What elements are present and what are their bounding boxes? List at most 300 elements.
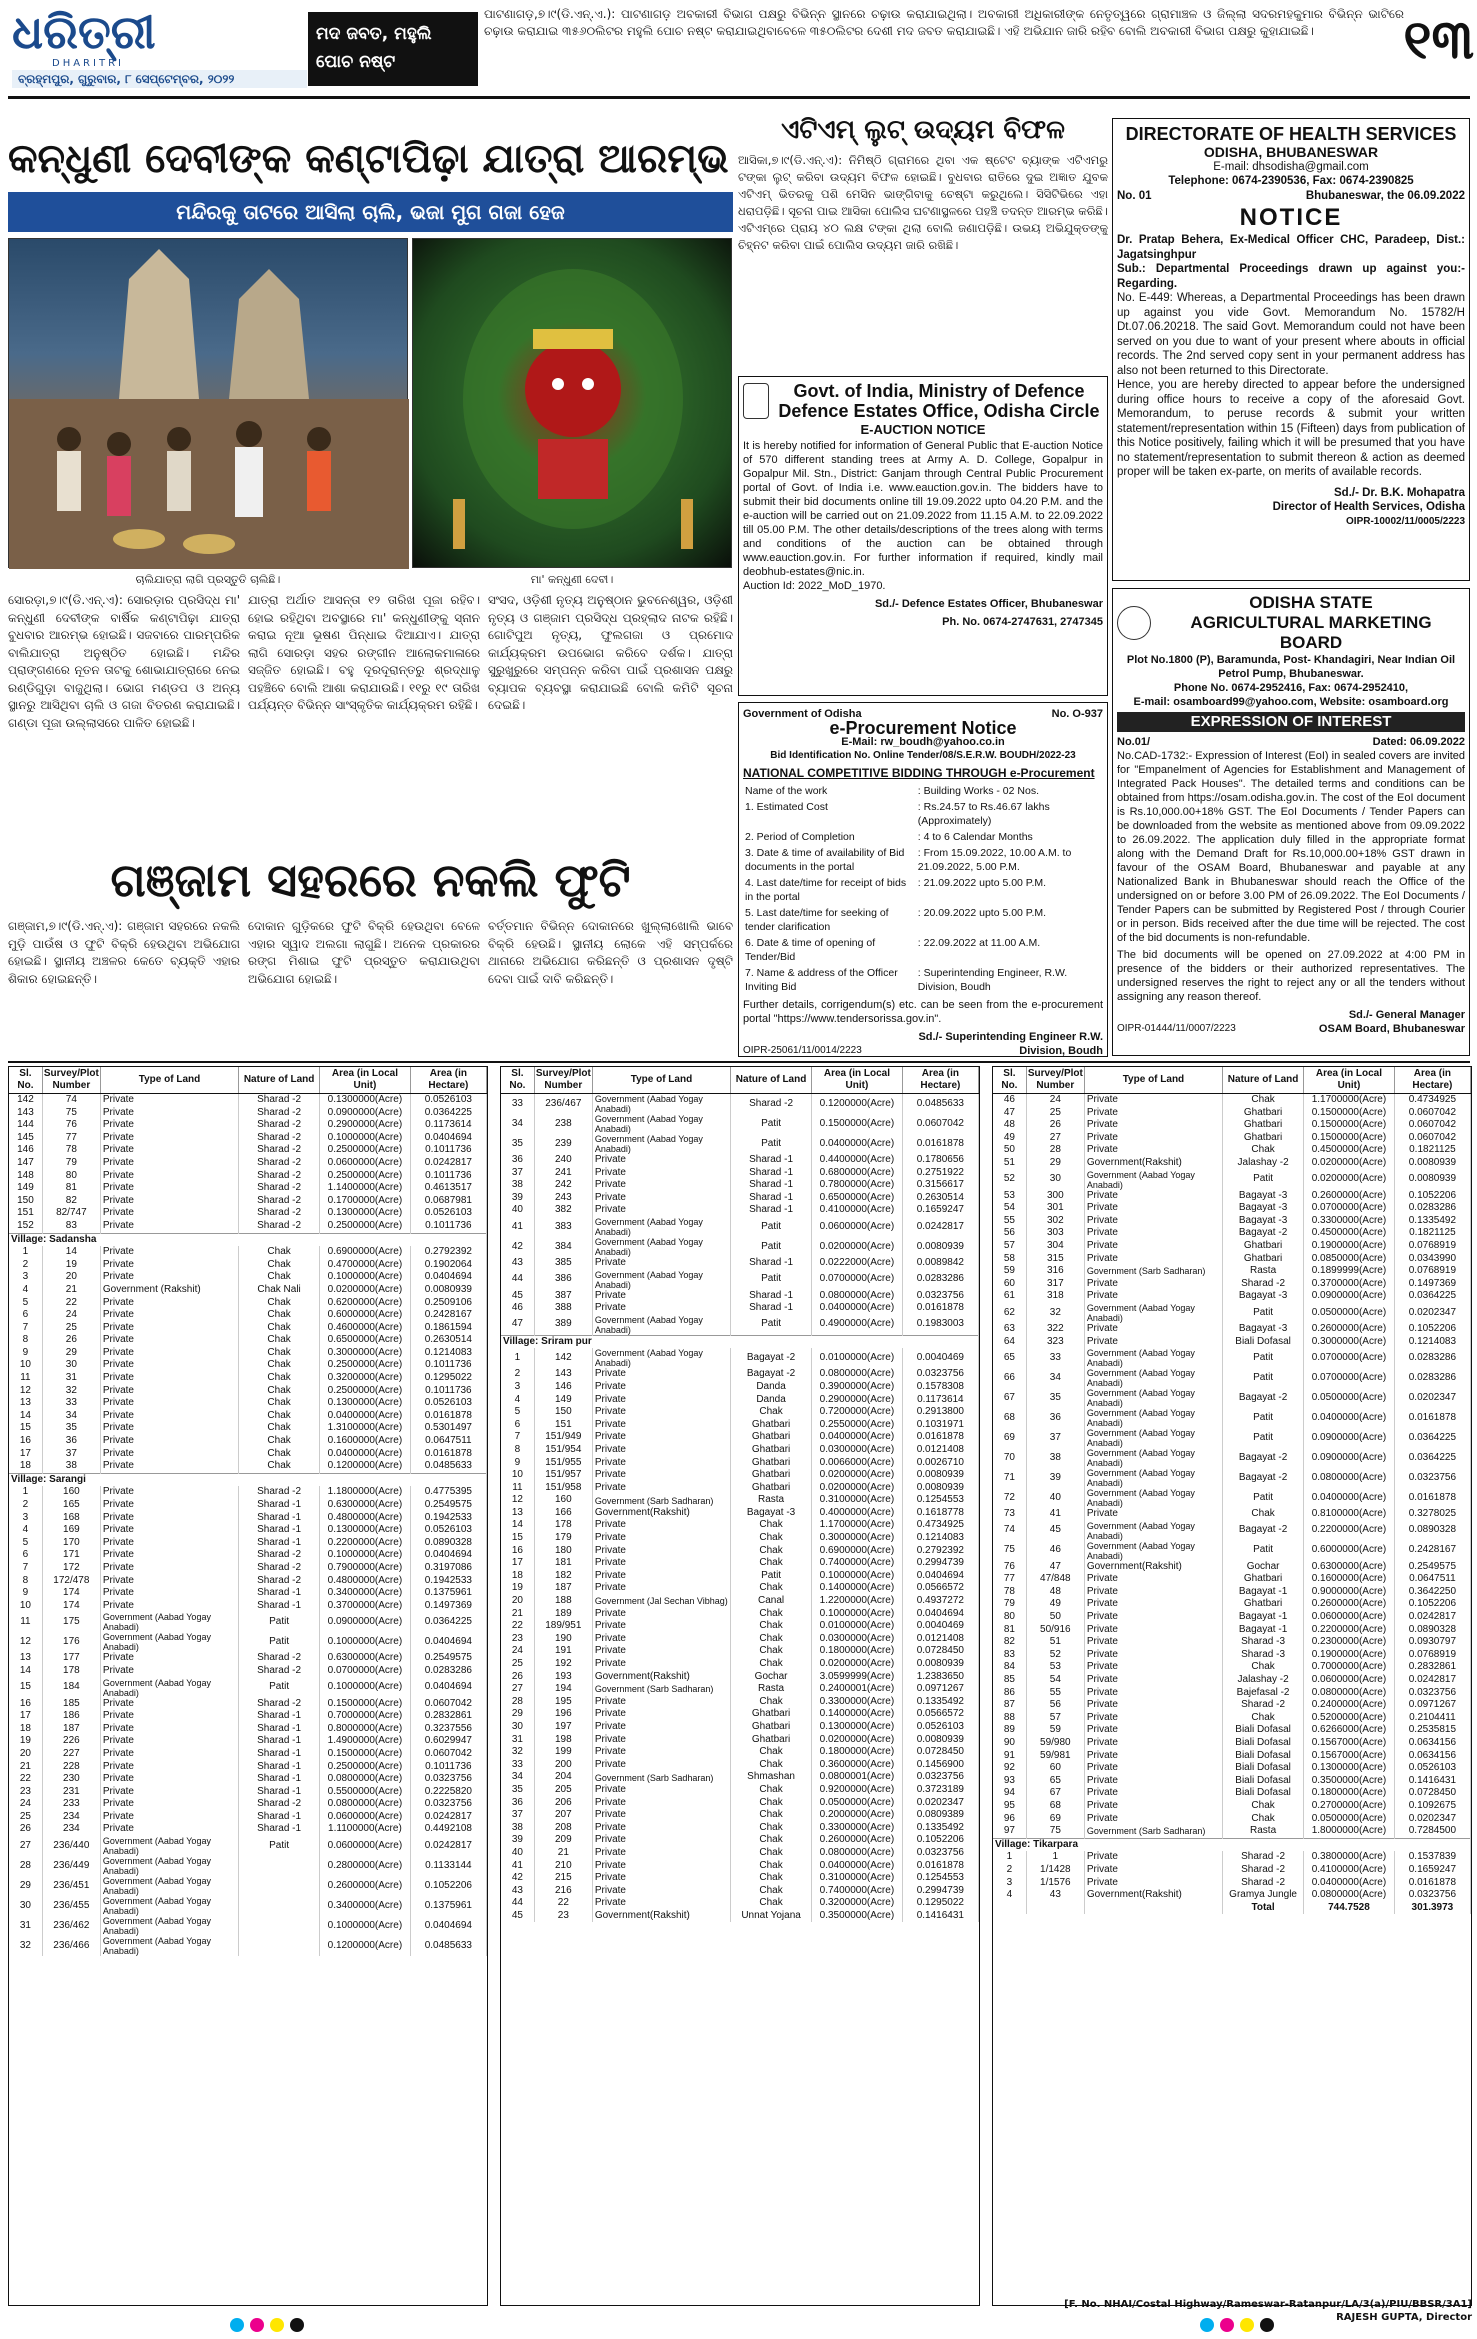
table-cell: Private — [1084, 1687, 1222, 1700]
table-row — [501, 1847, 979, 1860]
table-cell: Sharad -1 — [731, 1290, 812, 1303]
table-cell: 21 — [501, 1608, 534, 1621]
table-cell: Private — [1084, 1624, 1222, 1637]
table-cell: 0.0687981 — [410, 1195, 486, 1208]
table-row — [993, 1265, 1471, 1278]
table-cell: Ghatbari — [1223, 1119, 1304, 1132]
table-row — [9, 1207, 487, 1220]
table-cell: Private — [100, 1761, 238, 1774]
table-cell: 27 — [501, 1683, 534, 1696]
header-rule — [8, 96, 1470, 99]
health-recipient: Dr. Pratap Behera, Ex-Medical Officer CHC, Paradeep, Dist.: Jagatsinghpur — [1117, 234, 1465, 261]
eproc-oipr: OIPR-25061/11/0014/2223 — [743, 1045, 862, 1056]
table-cell: Patit — [1223, 1368, 1304, 1388]
table-cell: 0.0800000(Acre) — [1304, 1468, 1395, 1488]
table-cell: Private — [100, 1132, 238, 1145]
table-row — [9, 1823, 487, 1836]
table-cell: 37 — [501, 1167, 534, 1180]
table-row — [993, 1762, 1471, 1775]
deity-photo — [412, 238, 732, 568]
table-cell: 187 — [42, 1723, 100, 1736]
table-cell: Private — [1084, 1190, 1222, 1203]
table-cell: 0.0323756 — [902, 1771, 978, 1784]
table-row — [993, 1687, 1471, 1700]
table-cell: Chak — [731, 1784, 812, 1797]
table-cell: 322 — [1026, 1323, 1084, 1336]
osam-email: E-mail: osamboard99@yahoo.com, Website: osamboard.org — [1133, 696, 1449, 708]
pullquote-headline: ମଦ ଜବତ, ମହୁଲି ପୋଚ ନଷ୍ଟ — [308, 12, 478, 86]
table-cell: 0.0242817 — [902, 1217, 978, 1237]
table-row — [993, 1737, 1471, 1750]
table-cell: Chak — [239, 1359, 320, 1372]
table-cell: 69 — [993, 1428, 1026, 1448]
table-cell: 236/462 — [42, 1916, 100, 1936]
table-cell: 226 — [42, 1735, 100, 1748]
table-cell: Private — [100, 1652, 238, 1665]
health-services-notice — [1112, 118, 1470, 581]
table-cell: 0.0080939 — [902, 1658, 978, 1671]
table-row — [9, 1786, 487, 1799]
table-cell: Private — [592, 1696, 730, 1709]
table-cell: Sharad -3 — [1223, 1636, 1304, 1649]
table-cell: Private — [100, 1144, 238, 1157]
table-cell: Jalashay -2 — [1223, 1674, 1304, 1687]
table-cell: 78 — [42, 1144, 100, 1157]
table-cell: 0.0404694 — [410, 1916, 486, 1936]
table-cell: Private — [100, 1195, 238, 1208]
table-cell: Chak — [731, 1822, 812, 1835]
table-cell: Chak — [731, 1897, 812, 1910]
table-cell: 91 — [993, 1750, 1026, 1763]
table-cell: Private — [592, 1822, 730, 1835]
table-row — [501, 1784, 979, 1797]
table-cell: 0.0700000(Acre) — [320, 1665, 411, 1678]
table-cell: Patit — [239, 1678, 320, 1698]
table-cell: 0.1335492 — [902, 1822, 978, 1835]
table-cell: Ghatbari — [1223, 1132, 1304, 1145]
table-cell: 0.0700000(Acre) — [1304, 1368, 1395, 1388]
table-row — [501, 1834, 979, 1847]
table-cell: Private — [592, 1797, 730, 1810]
table-cell: 72 — [993, 1488, 1026, 1508]
table-row — [9, 1246, 487, 1259]
table-cell: 227 — [42, 1748, 100, 1761]
table-cell: Bagayat -2 — [731, 1348, 812, 1368]
table-cell: 0.0161878 — [902, 1134, 978, 1154]
table-cell: 0.6800000(Acre) — [812, 1167, 903, 1180]
table-row — [9, 1107, 487, 1120]
table-cell: 73 — [993, 1508, 1026, 1521]
table-cell: 0.2600000(Acre) — [320, 1876, 411, 1896]
table-cell: 5 — [9, 1537, 42, 1550]
table-cell: Rasta — [731, 1494, 812, 1507]
table-cell: Government (Aabad Yogay Anabadi) — [1084, 1388, 1222, 1408]
table-cell: Chak — [239, 1460, 320, 1473]
table-cell: Chak — [731, 1658, 812, 1671]
table-cell: 28 — [1026, 1144, 1084, 1157]
table-cell: 0.0400000(Acre) — [1304, 1408, 1395, 1428]
table-cell: 142 — [534, 1348, 592, 1368]
table-row — [501, 1683, 979, 1696]
table-cell: 0.3723189 — [902, 1784, 978, 1797]
table-cell: 74 — [993, 1521, 1026, 1541]
table-row — [993, 1190, 1471, 1203]
table-cell: 315 — [1026, 1253, 1084, 1266]
top-story-text: ପାଟଣାଗଡ଼,୭।୯(ଡି.ଏନ୍.ଏ.): ପାଟଣାଗଡ଼ ଅବକାରୀ ବିଭାଗ ପକ୍ଷରୁ ବିଭିନ୍ନ ସ୍ଥାନରେ ଚଢ଼ାଉ କରାଯାଇଥିଲା। ଅବକାରୀ ଅଧିକାରୀଙ୍କ ନେତୃତ୍ୱରେ ଗ୍ରାମାଞ୍ଚଳ ଓ ଜିଲ୍ଲା ସଦରମହକୁମାର ବିଭିନ୍ନ ଭାଟିରେ ଚଢ଼ାଉ କରାଯାଇ ୩୫୬୦ଲିଟର ମହୁଲି ପୋଚ ନଷ୍ଟ କରାଯାଇଥିବାବେଳେ ୩୫୦ଲିଟର ଦେଶୀ ମଦ ଜବତ କରାଯାଇଛି। ଏହି ଅଭିଯାନ ଜାରି ରହିବ ବୋଲି ଅବକାରୀ ବିଭାଗ ପକ୍ଷରୁ କୁହାଯାଇଛି। — [484, 7, 1404, 38]
table-cell — [239, 1936, 320, 1956]
table-cell: 384 — [534, 1237, 592, 1257]
table-cell: Chak — [731, 1620, 812, 1633]
table-cell: 0.1011736 — [410, 1385, 486, 1398]
table-cell: 89 — [993, 1724, 1026, 1737]
table-row — [9, 1259, 487, 1272]
table-cell: 82 — [993, 1636, 1026, 1649]
ganjam-column-2: ଦୋକାନ ଗୁଡ଼ିକରେ ଫୁଟି ବିକ୍ରି ହେଉଥିବା ବେଳେ ଏହାର ସ୍ୱାଦ ଅଲଗା ଲାଗୁଛି। ଅନେକ ପ୍ରକାରର ରଙ୍ଗ ମିଶାଇ ଫୁଟି ପ୍ରସ୍ତୁତ କରାଯାଉଥିବା ଅଭିଯୋଗ ହୋଇଛି। — [248, 919, 480, 986]
table-row — [993, 1864, 1471, 1877]
table-cell: Chak — [731, 1746, 812, 1759]
table-cell: 0.1659247 — [1394, 1864, 1470, 1877]
eproc-row-label: Name of the work — [745, 785, 828, 797]
table-cell: Private — [592, 1620, 730, 1633]
table-cell: 0.0202347 — [1394, 1813, 1470, 1826]
table-cell: Sharad -1 — [239, 1600, 320, 1613]
table-cell: 25 — [9, 1811, 42, 1824]
table-row — [993, 1094, 1471, 1107]
eproc-row — [743, 799, 1103, 829]
table-row — [501, 1696, 979, 1709]
table-cell: 318 — [1026, 1290, 1084, 1303]
table-cell: 0.2500000(Acre) — [320, 1220, 411, 1233]
table-cell: Private — [1084, 1253, 1222, 1266]
table-cell: 33 — [501, 1759, 534, 1772]
table-cell: 0.7284500 — [1394, 1825, 1470, 1838]
table-cell: Chak — [239, 1435, 320, 1448]
table-cell: Private — [1084, 1611, 1222, 1624]
table-cell: 0.0200000(Acre) — [812, 1237, 903, 1257]
table-cell: 0.2428167 — [1394, 1541, 1470, 1561]
table-header-cell: Survey/Plot Number — [42, 1067, 100, 1094]
table-cell — [239, 1896, 320, 1916]
table-cell: Private — [100, 1665, 238, 1678]
table-cell: 0.1052206 — [902, 1834, 978, 1847]
table-cell: 0.7900000(Acre) — [320, 1562, 411, 1575]
table-cell: Private — [592, 1204, 730, 1217]
table-cell: 82 — [42, 1195, 100, 1208]
health-oipr: OIPR-10002/11/0005/2223 — [1346, 515, 1465, 527]
table-cell: Biali Dofasal — [1223, 1775, 1304, 1788]
table-cell: 0.1052206 — [1394, 1323, 1470, 1336]
table-cell: Ghatbari — [731, 1419, 812, 1432]
table-cell: 0.2600000(Acre) — [812, 1834, 903, 1847]
table-cell: 0.1861594 — [410, 1322, 486, 1335]
table-cell: 0.0890328 — [410, 1537, 486, 1550]
table-row — [501, 1507, 979, 1520]
table-row — [501, 1394, 979, 1407]
table-row — [501, 1114, 979, 1134]
table-cell: Chak — [239, 1246, 320, 1259]
table-cell: 0.1500000(Acre) — [812, 1114, 903, 1134]
land-table-col-3 — [992, 1066, 1472, 2306]
table-header-cell: Survey/Plot Number — [534, 1067, 592, 1094]
table-cell: Total — [1223, 1902, 1304, 1915]
table-cell: 5 — [501, 1406, 534, 1419]
table-cell: Ghatbari — [731, 1482, 812, 1495]
table-row — [993, 1624, 1471, 1637]
table-cell: 0.1800000(Acre) — [812, 1746, 903, 1759]
table-row — [993, 1724, 1471, 1737]
table-cell: 32 — [1026, 1303, 1084, 1323]
table-cell: 0.0200000(Acre) — [812, 1734, 903, 1747]
table-cell: Ghatbari — [731, 1457, 812, 1470]
table-cell: 0.2994739 — [902, 1885, 978, 1898]
table-row — [9, 1856, 487, 1876]
table-row — [501, 1192, 979, 1205]
table-row — [993, 1107, 1471, 1120]
table-cell: 0.3300000(Acre) — [812, 1822, 903, 1835]
table-cell: 144 — [9, 1119, 42, 1132]
table-cell: Private — [1084, 1278, 1222, 1291]
table-cell: 0.1300000(Acre) — [1304, 1762, 1395, 1775]
table-cell: 0.2832861 — [410, 1710, 486, 1723]
table-cell: 0.0526103 — [410, 1207, 486, 1220]
table-cell: 33 — [501, 1094, 534, 1115]
table-cell: Government (Aabad Yogay Anabadi) — [100, 1632, 238, 1652]
table-cell: Private — [1084, 1724, 1222, 1737]
table-cell: 0.1500000(Acre) — [1304, 1119, 1395, 1132]
table-cell: 302 — [1026, 1215, 1084, 1228]
table-row — [993, 1877, 1471, 1890]
table-cell: 216 — [534, 1885, 592, 1898]
table-cell: 0.0080939 — [902, 1469, 978, 1482]
table-cell: 0.0800000(Acre) — [320, 1798, 411, 1811]
story-column-1: ସୋରଡ଼ା,୭।୯(ଡି.ଏନ୍.ଏ): ସୋରଡ଼ାର ପ୍ରସିଦ୍ଧ ମା' କନ୍ଧୁଣୀ ଦେବୀଙ୍କ ବାର୍ଷିକ କଣ୍ଟାପିଢ଼ା ଯାତ୍ରା ବୁଧବାର ଆରମ୍ଭ ହୋଇଛି। ସଜବାରେ ପାରମ୍ପରିକ ବାଲିଯାତ୍ରା ଅନୁଷ୍ଠିତ ହୋଇଛି। ମନ୍ଦିର ପ୍ରାଙ୍ଗଣରେ ନୂତନ ତାଟକୁ ଶୋଭାଯାତ୍ରାରେ ନେଇ ରଣ୍ଡିଗୁଡ଼ା ବାଜୁଥିଲା। ଭୋଗ ମଣ୍ଡପ ଓ ଅନ୍ୟ ସ୍ଥାନରୁ ଆସିଥିବା ଚାଲି ଓ ଗଜା ବିତରଣ କରାଯାଇଛି। ଗଣ୍ଡା ପୂଜା ଉଲ୍ଲାସରେ ପାଳିତ ହୋଇଛି। — [8, 593, 240, 730]
table-cell: 165 — [42, 1499, 100, 1512]
table-row — [501, 1381, 979, 1394]
table-cell: 94 — [993, 1787, 1026, 1800]
table-cell: 234 — [42, 1811, 100, 1824]
table-cell: Gramya Jungle — [1223, 1889, 1304, 1902]
table-row — [501, 1204, 979, 1217]
table-cell: 0.2500000(Acre) — [320, 1359, 411, 1372]
table-row — [9, 1132, 487, 1145]
table-cell: 31 — [9, 1916, 42, 1936]
table-row — [501, 1608, 979, 1621]
table-cell: 0.2800000(Acre) — [320, 1856, 411, 1876]
osam-eoi-bar: EXPRESSION OF INTEREST — [1117, 712, 1465, 732]
table-cell: Government (Aabad Yogay Anabadi) — [100, 1936, 238, 1956]
table-cell: Private — [592, 1257, 730, 1270]
table-cell: Sharad -2 — [1223, 1278, 1304, 1291]
table-cell: 189/951 — [534, 1620, 592, 1633]
table-row — [993, 1215, 1471, 1228]
table-cell: Bagayat -2 — [1223, 1521, 1304, 1541]
table-cell: 26 — [501, 1671, 534, 1684]
table-cell: 64 — [993, 1336, 1026, 1349]
table-cell: Private — [1084, 1240, 1222, 1253]
table-cell: 0.0890328 — [1394, 1521, 1470, 1541]
table-cell: 0.0200000(Acre) — [812, 1658, 903, 1671]
table-cell: 0.0323756 — [410, 1773, 486, 1786]
table-cell: Private — [100, 1359, 238, 1372]
table-cell: 0.1537839 — [1394, 1851, 1470, 1864]
table-cell: Private — [1084, 1762, 1222, 1775]
table-cell: 40 — [501, 1847, 534, 1860]
table-cell: 0.0200000(Acre) — [320, 1284, 411, 1297]
table-row — [993, 1119, 1471, 1132]
table-cell: 145 — [9, 1132, 42, 1145]
table-cell: 182 — [534, 1570, 592, 1583]
table-cell: Private — [592, 1658, 730, 1671]
table-cell: Patit — [1223, 1348, 1304, 1368]
table-row — [501, 1557, 979, 1570]
eproc-signature: Sd./- Superintending Engineer R.W. Division, Boudh — [918, 1031, 1103, 1057]
table-cell: 0.0850000(Acre) — [1304, 1253, 1395, 1266]
table-row — [9, 1723, 487, 1736]
eproc-row-value: : 20.09.2022 upto 5.00 P.M. — [917, 907, 1047, 919]
table-row — [993, 1813, 1471, 1826]
table-row — [993, 1649, 1471, 1662]
osam-body-2: The bid documents will be opened on 27.09.2022 at 4:00 PM in presence of the bidders or their authorized representatives. The undersigned reserves the right to reject any or all the tenders without assigning any reason thereof. — [1117, 949, 1465, 1003]
table-cell: 0.0364225 — [1394, 1290, 1470, 1303]
table-row — [9, 1397, 487, 1410]
eproc-row-label: 7. Name & address of the Officer Inviting Bid — [745, 967, 898, 993]
table-cell: Private — [592, 1394, 730, 1407]
table-cell: 57 — [1026, 1712, 1084, 1725]
eproc-ref: No. O-937 — [1051, 708, 1103, 720]
table-cell: 1.1100000(Acre) — [320, 1823, 411, 1836]
table-cell: 0.0700000(Acre) — [1304, 1348, 1395, 1368]
table-row — [501, 1860, 979, 1873]
table-cell: 77 — [993, 1573, 1026, 1586]
table-header-cell: Type of Land — [592, 1067, 730, 1094]
table-cell: 0.4937272 — [902, 1595, 978, 1608]
table-cell: 0.1983003 — [902, 1315, 978, 1336]
table-row — [993, 1144, 1471, 1157]
table-cell: 41 — [501, 1217, 534, 1237]
table-cell: Sharad -2 — [239, 1195, 320, 1208]
table-cell: 93 — [993, 1775, 1026, 1788]
table-cell: Private — [1084, 1800, 1222, 1813]
table-cell: 18 — [501, 1570, 534, 1583]
table-cell: 0.0161878 — [902, 1302, 978, 1315]
table-cell: Patit — [1223, 1541, 1304, 1561]
table-row — [9, 1157, 487, 1170]
table-row — [501, 1431, 979, 1444]
table-cell: Private — [1084, 1586, 1222, 1599]
table-cell: 46 — [993, 1094, 1026, 1107]
table-cell: Sharad -1 — [731, 1257, 812, 1270]
table-cell: 0.0283286 — [1394, 1368, 1470, 1388]
table-cell: 25 — [42, 1322, 100, 1335]
table-cell: 69 — [1026, 1813, 1084, 1826]
table-cell: Chak — [731, 1834, 812, 1847]
table-cell: 1.1800000(Acre) — [320, 1486, 411, 1499]
table-cell: 68 — [993, 1408, 1026, 1428]
table-cell: 0.0728450 — [902, 1746, 978, 1759]
table-cell: 26 — [9, 1823, 42, 1836]
table-cell: 0.2509106 — [410, 1297, 486, 1310]
table-cell: Chak — [731, 1557, 812, 1570]
table-cell: Sharad -1 — [731, 1167, 812, 1180]
table-cell: 21 — [42, 1284, 100, 1297]
table-cell: 0.3156617 — [902, 1179, 978, 1192]
table-cell: Private — [100, 1422, 238, 1435]
table-cell: Private — [592, 1708, 730, 1721]
village-heading-row — [9, 1473, 487, 1486]
table-cell: 62 — [993, 1303, 1026, 1323]
logo-text: ଧରିତ୍ରୀ — [12, 5, 156, 59]
table-row — [993, 1488, 1471, 1508]
table-cell: 0.0161878 — [902, 1431, 978, 1444]
table-row — [993, 1573, 1471, 1586]
table-cell: 0.1567000(Acre) — [1304, 1750, 1395, 1763]
table-cell: 38 — [1026, 1448, 1084, 1468]
table-cell: 0.1200000(Acre) — [320, 1936, 411, 1956]
table-cell: 0.2792392 — [410, 1246, 486, 1259]
table-row — [501, 1910, 979, 1923]
table-cell: 0.0800000(Acre) — [1304, 1687, 1395, 1700]
table-cell: 0.6300000(Acre) — [320, 1652, 411, 1665]
table-cell: 3 — [993, 1877, 1026, 1890]
table-cell: 0.1000000(Acre) — [812, 1608, 903, 1621]
table-cell: 55 — [1026, 1687, 1084, 1700]
table-cell: 0.1618778 — [902, 1507, 978, 1520]
table-cell: Bagayat -3 — [1223, 1215, 1304, 1228]
eproc-row — [743, 783, 1103, 799]
table-cell: Sharad -2 — [239, 1562, 320, 1575]
table-cell: Ghatbari — [731, 1721, 812, 1734]
table-cell: 0.3600000(Acre) — [812, 1759, 903, 1772]
table-cell: 24 — [1026, 1094, 1084, 1107]
table-cell: Danda — [731, 1381, 812, 1394]
table-cell: 0.2500000(Acre) — [320, 1761, 411, 1774]
table-cell: Private — [592, 1847, 730, 1860]
table-cell: 36 — [42, 1435, 100, 1448]
table-row — [501, 1469, 979, 1482]
table-cell: 0.3000000(Acre) — [1304, 1336, 1395, 1349]
table-cell: 301 — [1026, 1202, 1084, 1215]
table-cell: Private — [592, 1721, 730, 1734]
table-cell: Government (Aabad Yogay Anabadi) — [592, 1237, 730, 1257]
table-cell: 0.0800000(Acre) — [1304, 1889, 1395, 1902]
table-cell: 86 — [993, 1687, 1026, 1700]
table-cell: Government (Aabad Yogay Anabadi) — [100, 1876, 238, 1896]
land-table-col-2 — [500, 1066, 980, 2306]
ganjam-column-3: ବର୍ତ୍ତମାନ ବିଭିନ୍ନ ଦୋକାନରେ ଖୁଲ୍ଲାଖୋଲି ଭାବେ ବିକ୍ରି ହେଉଛି। ସ୍ଥାନୀୟ ଲୋକେ ଏହି ସମ୍ପର୍କରେ ଥାନାରେ ଅଭିଯୋଗ କରିଛନ୍ତି ଓ ପ୍ରଶାସନ ଦୃଷ୍ଟି ଦେବା ପାଇଁ ଦାବି କରିଛନ୍ତି। — [488, 919, 733, 986]
table-cell: Private — [592, 1419, 730, 1432]
table-row — [993, 1889, 1471, 1902]
table-cell: 0.1942533 — [410, 1575, 486, 1588]
atm-headline: ଏଟିଏମ୍ ଲୁଟ୍ ଉଦ୍ୟମ ବିଫଳ — [781, 115, 1065, 145]
table-cell: 0.3642250 — [1394, 1586, 1470, 1599]
table-header-cell: Area (in Local Unit) — [1304, 1067, 1395, 1094]
table-cell: 176 — [42, 1632, 100, 1652]
health-phone: Telephone: 0674-2390536, Fax: 0674-2390825 — [1168, 175, 1414, 187]
table-cell: Private — [592, 1290, 730, 1303]
table-row — [993, 1775, 1471, 1788]
health-subject: Sub.: Departmental Proceedings drawn up against you:- Regarding. — [1117, 263, 1465, 290]
table-cell: 233 — [42, 1798, 100, 1811]
table-cell: Private — [100, 1786, 238, 1799]
table-cell: 0.4600000(Acre) — [320, 1322, 411, 1335]
table-cell: 0.0800000(Acre) — [812, 1290, 903, 1303]
table-cell: 38 — [501, 1179, 534, 1192]
table-cell: Chak — [731, 1860, 812, 1873]
table-cell: 0.0089842 — [902, 1257, 978, 1270]
table-cell: Unnat Yojana — [731, 1910, 812, 1923]
table-row — [9, 1372, 487, 1385]
table-cell: 0.0900000(Acre) — [1304, 1448, 1395, 1468]
